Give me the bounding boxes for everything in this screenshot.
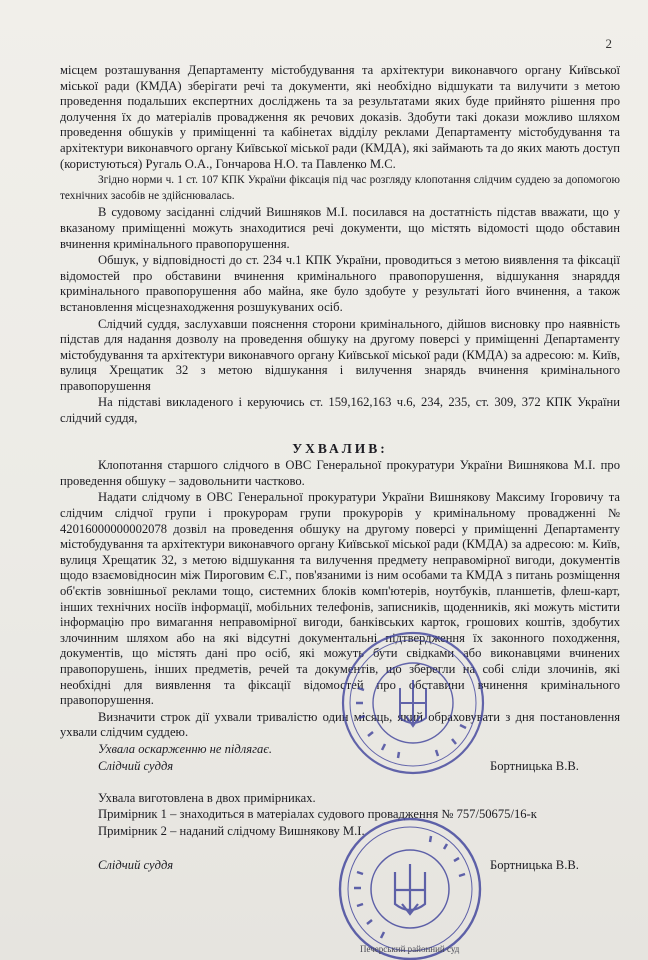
paragraph-search-law: Обшук, у відповідності до ст. 234 ч.1 КПК України, проводиться з метою виявлення та фіксації відомостей про обставини вчинення кримінального правопорушення, відшукання знаряддя кримінального правопорушення або майна, яке було здобуте у результаті його вчинення, а також встановлення місцезнаходження розшукуваних осіб. [60, 253, 620, 314]
stamp-caption: Печерський районний суд [360, 944, 460, 955]
copy-2-note: Примірник 2 – наданий слідчому Вишнякову М.І. [98, 823, 365, 838]
copy-1-note: Примірник 1 – знаходиться в матеріалах судового провадження № 757/50675/16-к [98, 807, 537, 822]
paragraph-investigator-argument: В судовому засіданні слідчий Вишняков М.І. посилався на достатність підстав вважати, що у вказаному приміщенні можуть знаходитися речі документи, що містять відомості щодо обставин вчинення кримінального правопорушення. [60, 205, 620, 251]
signature-row-2 [60, 858, 620, 874]
ruling-item-motion: Клопотання старшого слідчого в ОВС Генеральної прокуратури України Вишнякова М.І. про проведення обшуку – задовольнити частково. [60, 458, 620, 488]
copies-intro: Ухвала виготовлена в двох примірниках. [98, 790, 316, 805]
paragraph-recording-note: Згідно норми ч. 1 ст. 107 КПК України фіксація під час розгляду клопотання слідчим суддею за допомогою технічних засобів не здійснювалась. [60, 174, 620, 202]
page-number: 2 [605, 36, 612, 51]
ruling-item-term: Визначити строк дії ухвали тривалістю один місяць, який обраховувати з дня постановлення ухвали слідчим суддею. [60, 709, 620, 740]
judge-name: Бортницька В.В. [490, 758, 579, 773]
paragraph-evidence: місцем розташування Департаменту містобудування та архітектури виконавчого органу Київської міської ради (КМДА) зберігати речі та документи, які необхідно відшукати та вилучити з метою проведення подальших експертних досліджень та за результатами яких буде прийнято рішення про долучення їх до матеріалів провадження як речових доказів. Здобути такі докази можливо шляхом проведення обшуків у приміщенні та кабінетах відділу реклами Департаменту містобудування та архітектури виконавчого органу Київської міської ради (КМДА), які займають та до яких мають доступ (користуються) Ругаль О.А., Гончарова Н.О. та Павленко М.С. [60, 63, 620, 171]
paragraph-judge-conclusion: Слідчий суддя, заслухавши пояснення сторони кримінального, дійшов висновку про наявність підстав для надання дозволу на проведення обшуку на другому поверсі у приміщенні Департаменту містобудування та архітектури виконавчого органу Київської міської ради (КМДА) за адресою: м. Київ, вулиця Хрещатик 32 з метою відшукання і вилучення знарядь вчинення кримінального правопорушення [60, 316, 620, 393]
ruling-item-permission: Надати слідчому в ОВС Генеральної прокуратури України Вишнякову Максиму Ігоровичу та слідчим слідчої групи і прокурорам групи прокурорів у кримінальному провадженні № 42016000000002078 дозвіл на проведення обшуку на другому поверсі у приміщенні Департаменту містобудування та архітектури виконавчого органу Київської міської ради (КМДА) за адресою: м. Київ, вулиця Хрещатик 32, з метою відшукання та вилучення предмету неправомірної вигоди, документів щодо взаємовідносин між Пироговим Є.Г., пов'язаними із ним особами та КМДА з питань розміщення об'єктів зовнішньої реклами тощо, системних блоків комп'ютерів, ноутбуків, планшетів, флеш-карт, інших технічних носіїв інформації, мобільних телефонів, записників, щоденників, які можуть містити інформацію про вимагання неправомірної вигоди, банківських карток, грошових коштів, здобутих злочинним шляхом або на які відсутні документальні підтвердження їх законного походження, документів, що містять дані про осіб, які можуть бути свідками або виконавцями вчинених правопорушень, інших предметів, речей та документів, що зберегли на собі сліди злочинів, які необхідні для виявлення та фіксації відомостей про обставини вчинення кримінального правопорушення. [60, 490, 620, 708]
document-body [60, 63, 620, 874]
ruling-item-no-appeal: Ухвала оскарженню не підлягає. [98, 741, 272, 756]
ruling-heading: УХВАЛИВ: [292, 440, 388, 456]
paragraph-legal-basis: На підставі викладеного і керуючись ст. 159,162,163 ч.6, 234, 235, ст. 309, 372 КПК України слідчий суддя, [60, 395, 620, 426]
judge-label: Слідчий суддя [98, 858, 174, 873]
signature-row-1 [60, 759, 620, 775]
judge-name: Бортницька В.В. [490, 858, 579, 873]
judge-label: Слідчий суддя [98, 758, 174, 773]
